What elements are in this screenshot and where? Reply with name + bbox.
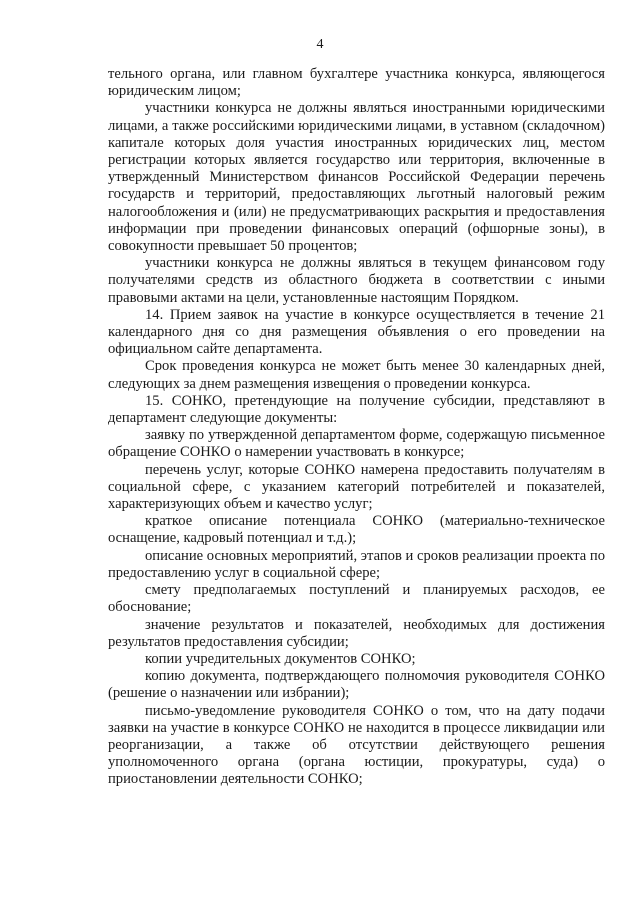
list-item-authority-doc: копию документа, подтверждающего полномочия руководителя СОНКО (решение о назначении или избрании); bbox=[108, 668, 605, 702]
paragraph-continuation: тельного органа, или главном бухгалтере участника конкурса, являющегося юридическим лицом; bbox=[108, 66, 605, 100]
paragraph-15-documents: 15. СОНКО, претендующие на получение субсидии, представляют в департамент следующие документы: bbox=[108, 392, 605, 427]
list-item-notification-letter: письмо-уведомление руководителя СОНКО о том, что на дату подачи заявки на участие в конкурсе СОНКО не находится в процессе ликвидации или реорганизации, а также об отсутствии действующего решения уполномоченного органа (органа юстиции, прокуратуры, суда) о приостановлении деятельности СОНКО; bbox=[108, 702, 605, 788]
page-number: 4 bbox=[316, 37, 324, 52]
list-item-founding-docs: копии учредительных документов СОНКО; bbox=[145, 650, 416, 667]
paragraph-14-application-period: 14. Прием заявок на участие в конкурсе осуществляется в течение 21 календарного дня со дня размещения объявления о его проведении на официальном сайте департамента. bbox=[108, 306, 605, 358]
paragraph-contest-duration: Срок проведения конкурса не может быть менее 30 календарных дней, следующих за днем размещения извещения о проведении конкурса. bbox=[108, 358, 605, 392]
list-item-services-list: перечень услуг, которые СОНКО намерена предоставить получателям в социальной сфере, с указанием категорий потребителей и показателей, характеризующих объем и качество услуг; bbox=[108, 461, 605, 513]
paragraph-foreign-entities: участники конкурса не должны являться иностранными юридическими лицами, а также российскими юридическими лицами, в уставном (складочном) капитале которых доля участия иностранных юридических лиц, местом регистрации которых является государство или территория, включенные в утвержденный Министерством финансов Российской Федерации перечень государств и территорий, предоставляющих льготный налоговый режим налогообложения и (или) не предусматривающих раскрытия и предоставления информации при проведении финансовых операций (офшорные зоны), в совокупности превышает 50 процентов; bbox=[108, 100, 605, 255]
paragraph-budget-recipients: участники конкурса не должны являться в текущем финансовом году получателями средств из областного бюджета в соответствии с иными правовыми актами на цели, установленные настоящим Порядком. bbox=[108, 255, 605, 306]
list-item-potential: краткое описание потенциала СОНКО (материально-техническое оснащение, кадровый потенциал и т.д.); bbox=[108, 513, 605, 547]
list-item-application: заявку по утвержденной департаментом форме, содержащую письменное обращение СОНКО о намерении участвовать в конкурсе; bbox=[108, 427, 605, 461]
list-item-results: значение результатов и показателей, необходимых для достижения результатов предоставления субсидии; bbox=[108, 616, 605, 650]
list-item-budget-estimate: смету предполагаемых поступлений и планируемых расходов, ее обоснование; bbox=[108, 582, 605, 616]
list-item-activities: описание основных мероприятий, этапов и сроков реализации проекта по предоставлению услуг в социальной сфере; bbox=[108, 547, 605, 581]
document-body bbox=[108, 66, 605, 789]
